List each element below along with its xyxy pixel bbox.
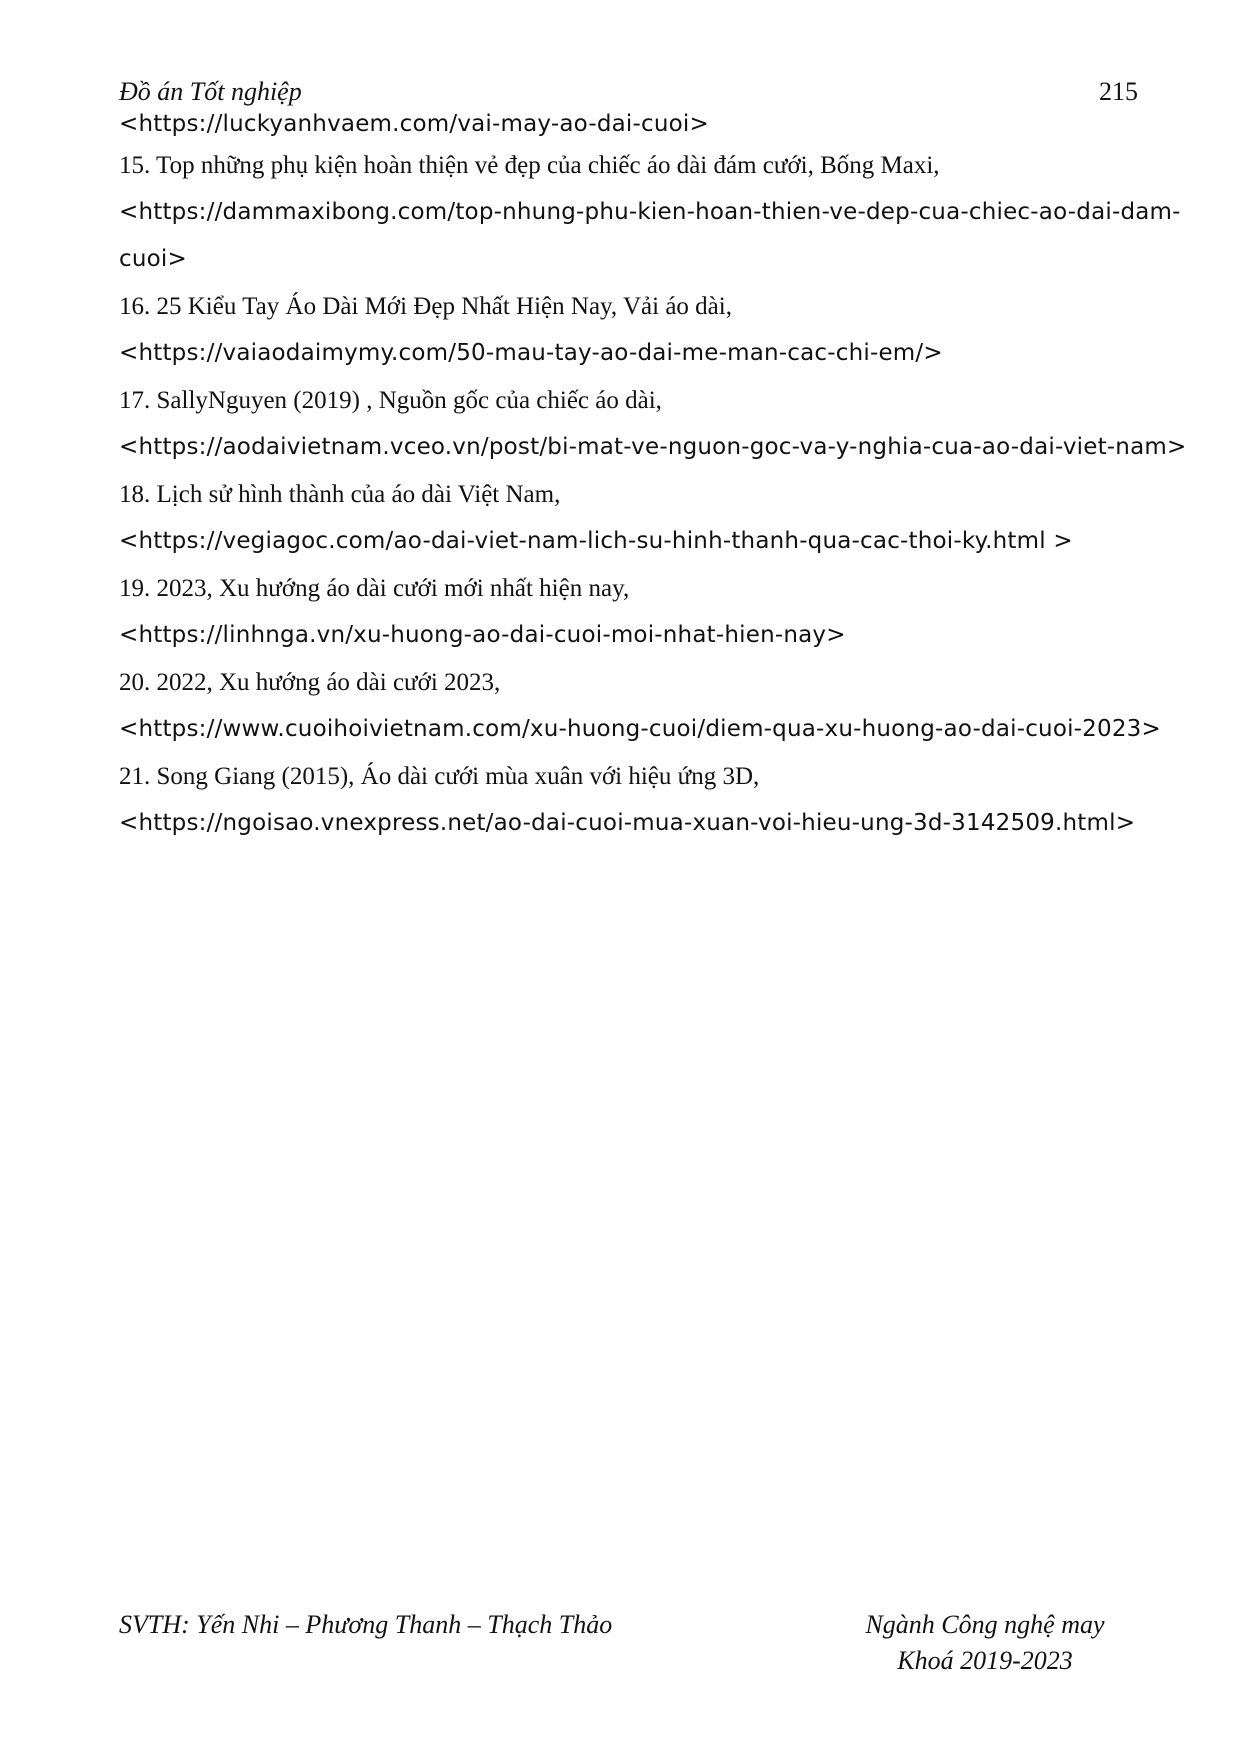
reference-url-continued[interactable]: <https://luckyanhvaem.com/vai-may-ao-dai-cuoi> [119, 111, 709, 137]
reference-16: 16. 25 Kiểu Tay Áo Dài Mới Đẹp Nhất Hiện Nay, Vải áo dài, [119, 293, 732, 320]
footer-cohort: Khoá 2019-2023 [897, 1646, 1073, 1675]
reference-19-url[interactable]: <https://linhnga.vn/xu-huong-ao-dai-cuoi-moi-nhat-hien-nay> [119, 622, 846, 648]
reference-15-url[interactable]: <https://dammaxibong.com/top-nhung-phu-kien-hoan-thien-ve-dep-cua-chiec-ao-dai-dam- [119, 199, 1181, 225]
reference-20-url[interactable]: <https://www.cuoihoivietnam.com/xu-huong-cuoi/diem-qua-xu-huong-ao-dai-cuoi-2023> [119, 716, 1161, 742]
reference-18-url[interactable]: <https://vegiagoc.com/ao-dai-viet-nam-lich-su-hinh-thanh-qua-cac-thoi-ky.html > [119, 528, 1073, 554]
reference-21-url[interactable]: <https://ngoisao.vnexpress.net/ao-dai-cuoi-mua-xuan-voi-hieu-ung-3d-3142509.html> [119, 810, 1136, 836]
reference-19: 19. 2023, Xu hướng áo dài cưới mới nhất hiện nay, [119, 575, 630, 602]
reference-20: 20. 2022, Xu hướng áo dài cưới 2023, [119, 669, 501, 696]
reference-17-url[interactable]: <https://aodaivietnam.vceo.vn/post/bi-mat-ve-nguon-goc-va-y-nghia-cua-ao-dai-viet-nam> [119, 434, 1187, 460]
reference-15-url-continued[interactable]: cuoi> [119, 246, 187, 272]
reference-15: 15. Top những phụ kiện hoàn thiện vẻ đẹp của chiếc áo dài đám cưới, Bống Maxi, [119, 152, 940, 179]
footer-program [830, 1607, 1140, 1679]
reference-21: 21. Song Giang (2015), Áo dài cưới mùa xuân với hiệu ứng 3D, [119, 763, 760, 790]
document-title: Đồ án Tốt nghiệp [119, 77, 302, 106]
reference-18: 18. Lịch sử hình thành của áo dài Việt Nam, [119, 481, 561, 508]
reference-17: 17. SallyNguyen (2019) , Nguồn gốc của chiếc áo dài, [119, 387, 662, 414]
footer-authors: SVTH: Yến Nhi – Phương Thanh – Thạch Thảo [119, 1610, 613, 1639]
page-number: 215 [1099, 77, 1138, 106]
reference-16-url[interactable]: <https://vaiaodaimymy.com/50-mau-tay-ao-dai-me-man-cac-chi-em/> [119, 340, 943, 366]
reference-list [119, 106, 1187, 847]
footer-major: Ngành Công nghệ may [865, 1610, 1105, 1639]
